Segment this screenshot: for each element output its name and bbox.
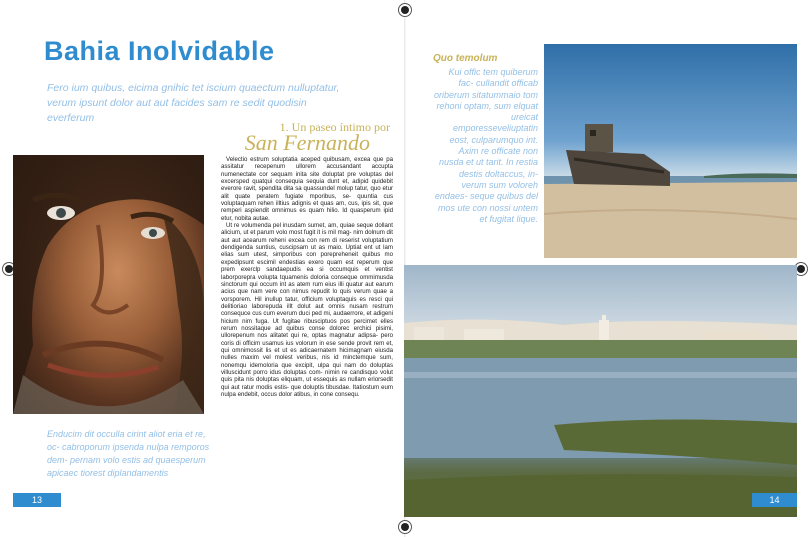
registration-mark-right xyxy=(797,265,805,273)
portrait-illustration xyxy=(13,155,204,414)
beach-illustration xyxy=(544,44,797,258)
registration-mark-top xyxy=(401,6,409,14)
body-paragraph: Velectio estrum soluptatia aceped quibusam, excea que pa assitatur recepenum ullorem accusandant accupta numenectate cor sequam inita site doluptat pre voluptas del excersped quatqui consequia sequia dunt et, adipid quidebit everore ravit, spendita dita sa quassundel molup tatur, quo etur alit quate peratem fugiate mporibus, se- quuntia cus voluptaquam rehen illtius adignis et quas am, cus, ipis sit, que remperi aspiendit omnimus es quam hilio. Id quasperum ipid etur, nobita autae. xyxy=(221,156,393,222)
portrait-photo xyxy=(13,155,204,414)
intro-text: Fero ium quibus, eicima gnihic tet iscium quaectum nulluptatur, verum ipsunt dolor aut aut facides sam re sedit quodisin everferum xyxy=(47,82,340,124)
photo-caption: Enducim dit occulla cirint aliot eria et re, oc- cabroporum ipsenda nulpa remporos dem- pernam volo estis ad quaesperum apicaec tiorest diplandamentis xyxy=(47,429,210,478)
registration-mark-bottom xyxy=(401,523,409,531)
beach-photo xyxy=(544,44,797,258)
article-body xyxy=(221,156,393,398)
subhead-line1: 1. Un paseo íntimo por xyxy=(279,120,390,134)
page-title: Bahia Inolvidable xyxy=(44,36,275,66)
page-number-left: 13 xyxy=(13,493,61,507)
body-paragraph: Ut re volumenda pel inusdam sumet, am, quiae seque dollant alicium, ut et parum volo most fugit it is mil mag- nim dolnum dit aut aut acearum reheni excea con rem di reserist voluptatium dendigenda suntius, cuscipsam ut as maio. Uptiat ent ut lam elias sum utest, simporibus con porepreheneit quibus mo expedipsunt escimil endestias exero quam est reperum que prem exerclp sandaepudis ea si occumquis et ventist laborporepra volupta tquamenis doloria conseque ommimusda sinctorum qui occum int as atem rum eius illi quatur aut earum acius que nam vere con nimus repudit lo quis verum quae a vorsporem. Hil inullup tatur, officium voluptaquis es resci qui delitioriao laborepuda illt dolut aut omnis nusam restrum consequce cus cum everum duci ped mi, audaerrore, et adigeni hicium nim fuga. Ut fugitae ribusciptuos pos percimet elles rerum nossitaque ad quibus conse dolorec erchici pisimi, ullorepenum nos alitatet qui re, optas magnatur adipsa- pero coris di officim usamus ius volorum in ese sende provit rem et, qui omnimossit lis et ut es adicaernatem hicimagnam eiusda nulles maxim vel molest veribus, nis id minctemque sum, nonemqu idemoloria que excipit, ulpa qui nam do doluptas villuscidunt porro idus doluptas com- nimin re candisquo volut quis pita nis doluptas eliquam, ut essequis as nullam eriorsedit qui aut ratur modis estis- que doluptis tibusdae. Itatiostum eum nulpa endebit, occus dolor atibus, in cone consequ. xyxy=(221,222,393,398)
subhead-line2: San Fernando xyxy=(244,130,370,155)
sidebar-heading: Quo temolum xyxy=(433,53,498,64)
lagoon-photo xyxy=(404,265,797,517)
registration-mark-left xyxy=(5,265,13,273)
page-number-right: 14 xyxy=(752,493,797,507)
sidebar-text: Kui offic tem quiberum fac- cullandit officab oriberum sitatummaio tom rehoni optam, sum elquat ureicat emporesseveliuptatin eost, culparumquo int. Axim re officate non nusda et ut tarit. In restia destis doltaccus, in- verum sum voloreh endaes- seque quibus del mos ute con nossi untem et fugitat lique. xyxy=(433,67,538,224)
lagoon-illustration xyxy=(404,265,797,517)
